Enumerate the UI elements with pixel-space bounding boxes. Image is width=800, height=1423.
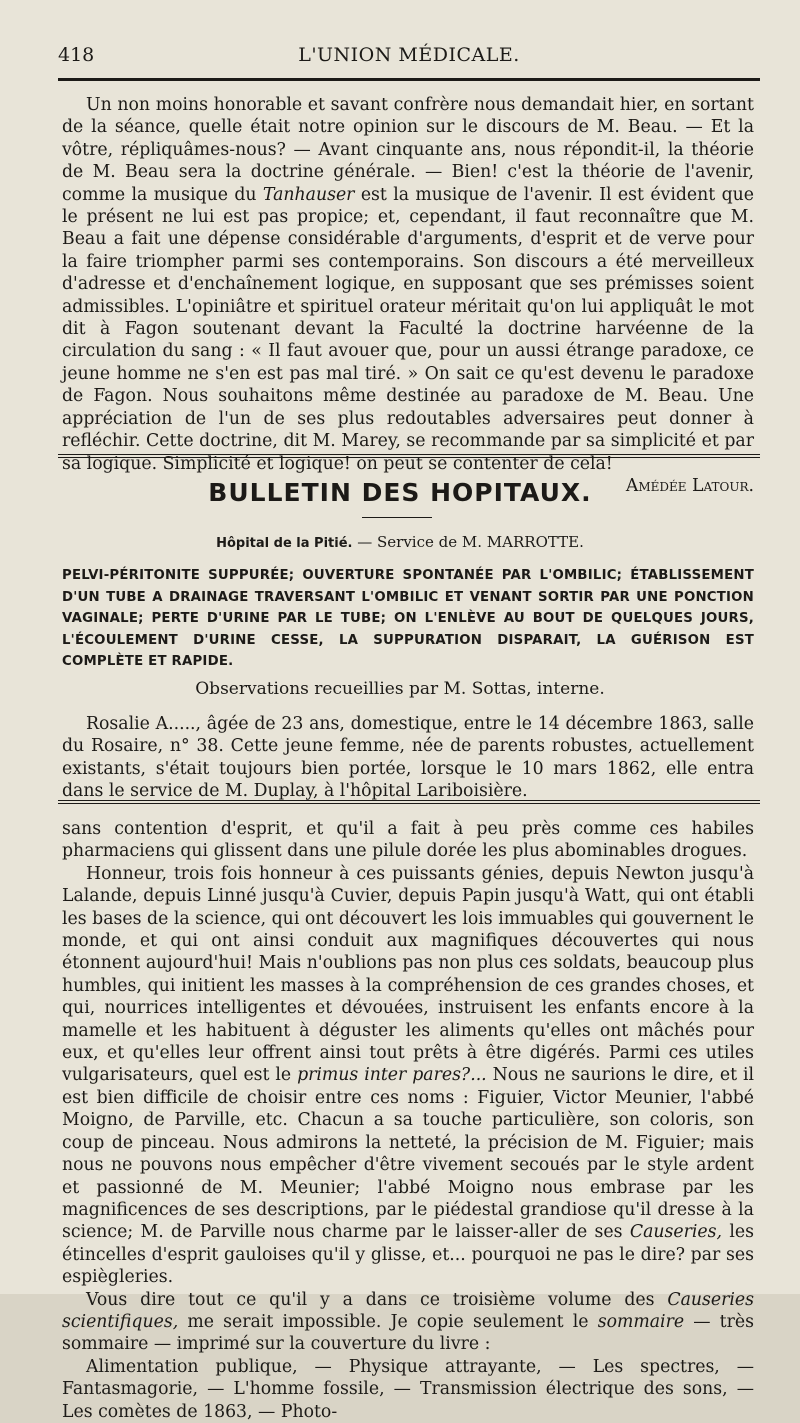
feuilleton-text: les étincelles d'esprit gauloises qu'il y glisse, et... pourquoi ne pas le dire? par ses espiègleries. [62, 1222, 754, 1288]
feuilleton-text: Vous dire tout ce qu'il y a dans ce troisième volume des [86, 1289, 668, 1310]
title-short-rule [362, 517, 432, 518]
causeries-scientifiques-italic: Causeries scientifiques, [62, 1289, 754, 1332]
article-body [62, 94, 754, 497]
feuilleton-paragraph-3 [62, 1289, 754, 1356]
hospital-name: Hôpital de la Pitié. [216, 536, 353, 551]
feuilleton-text: — très sommaire — imprimé sur la couverture du livre : [62, 1311, 754, 1355]
feuilleton-paragraph-1: sans contention d'esprit, et qu'il a fait à peu près comme ces habiles pharmaciens qui glissent dans une pilule dorée les plus abominables drogues. [62, 819, 754, 862]
tanhauser-italic: Tanhauser [262, 184, 355, 205]
sommaire-italic: sommaire [597, 1311, 685, 1332]
causeries-italic: Causeries, [629, 1222, 723, 1243]
case-text [62, 713, 754, 803]
article-text-cont: est la musique de l'avenir. Il est évident que le présent ne lui est pas propice; et, cependant, il faut reconnaître que M. Beau a fait une dépense considérable d'arguments, d'esprit et de verve pour la faire triompher parmi ses contemporains. Son discours a été merveilleux d'adresse et d'enchaînement logique, en supposant que ses prémisses soient admissibles. L'opiniâtre et spirituel orateur méritait qu'on lui appliquât le mot dit à Fagon soutenant devant la Faculté la doctrine harvéenne de la circulation du sang : « Il faut avouer que, pour un aussi étrange paradoxe, ce jeune homme ne s'en est pas mal tiré. » On sait ce qu'est devenu le paradoxe de Fagon. Nous souhaitons même destinée au paradoxe de M. Beau. Une appréciation de l'un de ses plus redoutables adversaires peut donner à refléchir. Cette doctrine, dit M. Marey, se recommande par sa simplicité et par sa logique. Simplicité et logique! on peut se contenter de cela! [62, 184, 754, 474]
feuilleton-text: me serait impossible. Je copie seulement le [178, 1311, 598, 1332]
author-signature: Amédée Latour. [625, 475, 754, 496]
observations-credit: Observations recueillies par M. Sottas, interne. [195, 679, 605, 699]
feuilleton-rule [58, 800, 760, 807]
header-rule [58, 78, 760, 81]
section-rule [58, 454, 760, 461]
article-text: Un non moins honorable et savant confrère nous demandait hier, en sortant de la séance, quelle était notre opinion sur le discours de M. Beau. — Et la vôtre, répliquâmes-nous? — Avant cinquante ans, nous répondit-il, la théorie de M. Beau sera la doctrine générale. — Bien! c'est la théorie de l'avenir, comme la musique du [62, 95, 754, 205]
running-title: L'UNION MÉDICALE. [298, 44, 520, 66]
feuilleton-body [62, 818, 754, 1423]
feuilleton-text: Nous ne saurions le dire, et il est bien difficile de choisir entre ces noms : Figuier, Victor Meunier, l'abbé Moigno, de Parville, etc. Chacun a sa touche particulière, son coloris, son coup de pinceau. Nous admirons la netteté, la précision de M. Figuier; mais nous ne pouvons nous empêcher d'être vivement secoués par le style ardent et passionné de M. Meunier; l'abbé Moigno nous embrase par les magnificences de ses descriptions, par le piédestal grandiose qu'il dresse à la science; M. de Parville nous charme par le laisser-aller de ses [62, 1065, 754, 1243]
feuilleton-paragraph-4: Alimentation publique, — Physique attrayante, — Les spectres, — Fantasmagorie, — L'homme fossile, — Transmission électrique des sons, — Les comètes de 1863, — Photo- [62, 1356, 754, 1422]
feuilleton-paragraph-2 [62, 863, 754, 1289]
feuilleton-text: Honneur, trois fois honneur à ces puissants génies, depuis Newton jusqu'à Lalande, depuis Linné jusqu'à Cuvier, depuis Papin jusqu'à Watt, qui ont établi les bases de la science, qui ont découvert les lois immuables qui gouvernent le monde, et qui ont ainsi conduit aux magnifiques découvertes qui nous étonnent aujourd'hui! Mais n'oublions pas non plus ces soldats, beaucoup plus humbles, qui initient les masses à la compréhension de ces grandes choses, et qui, nourrices intelligentes et dévouées, instruisent les enfants encore à la mamelle et les habituent à déguster les aliments qu'elles ont mâchés pour eux, et qu'elles leur offrent ainsi tout prêts à être digérés. Parmi ces utiles vulgarisateurs, quel est le [62, 863, 754, 1086]
hospital-line [0, 533, 800, 551]
page-header [58, 44, 760, 74]
bulletin-title: BULLETIN DES HOPITAUX. [208, 478, 592, 507]
case-paragraph: Rosalie A....., âgée de 23 ans, domestique, entre le 14 décembre 1863, salle du Rosaire, n° 38. Cette jeune femme, née de parents robustes, actuellement existants, s'était toujours bien portée, lorsque le 10 mars 1862, elle entra dans le service de M. Duplay, à l'hôpital Lariboisière. [62, 714, 754, 802]
primus-italic: primus inter pares?... [297, 1065, 487, 1086]
page-number: 418 [58, 44, 95, 66]
case-title: PELVI-PÉRITONITE SUPPURÉE; OUVERTURE SPONTANÉE PAR L'OMBILIC; ÉTABLISSEMENT D'UN TUBE A DRAINAGE TRAVERSANT L'OMBILIC ET VENANT SORTIR PAR UNE PONCTION VAGINALE; PERTE D'URINE PAR LE TUBE; ON L'ENLÈVE AU BOUT DE QUELQUES JOURS, L'ÉCOULEMENT D'URINE CESSE, LA SUPPURATION DISPARAIT, LA GUÉRISON EST COMPLÈTE ET RAPIDE. [62, 568, 754, 670]
service-name: — Service de M. MARROTTE. [352, 533, 584, 551]
